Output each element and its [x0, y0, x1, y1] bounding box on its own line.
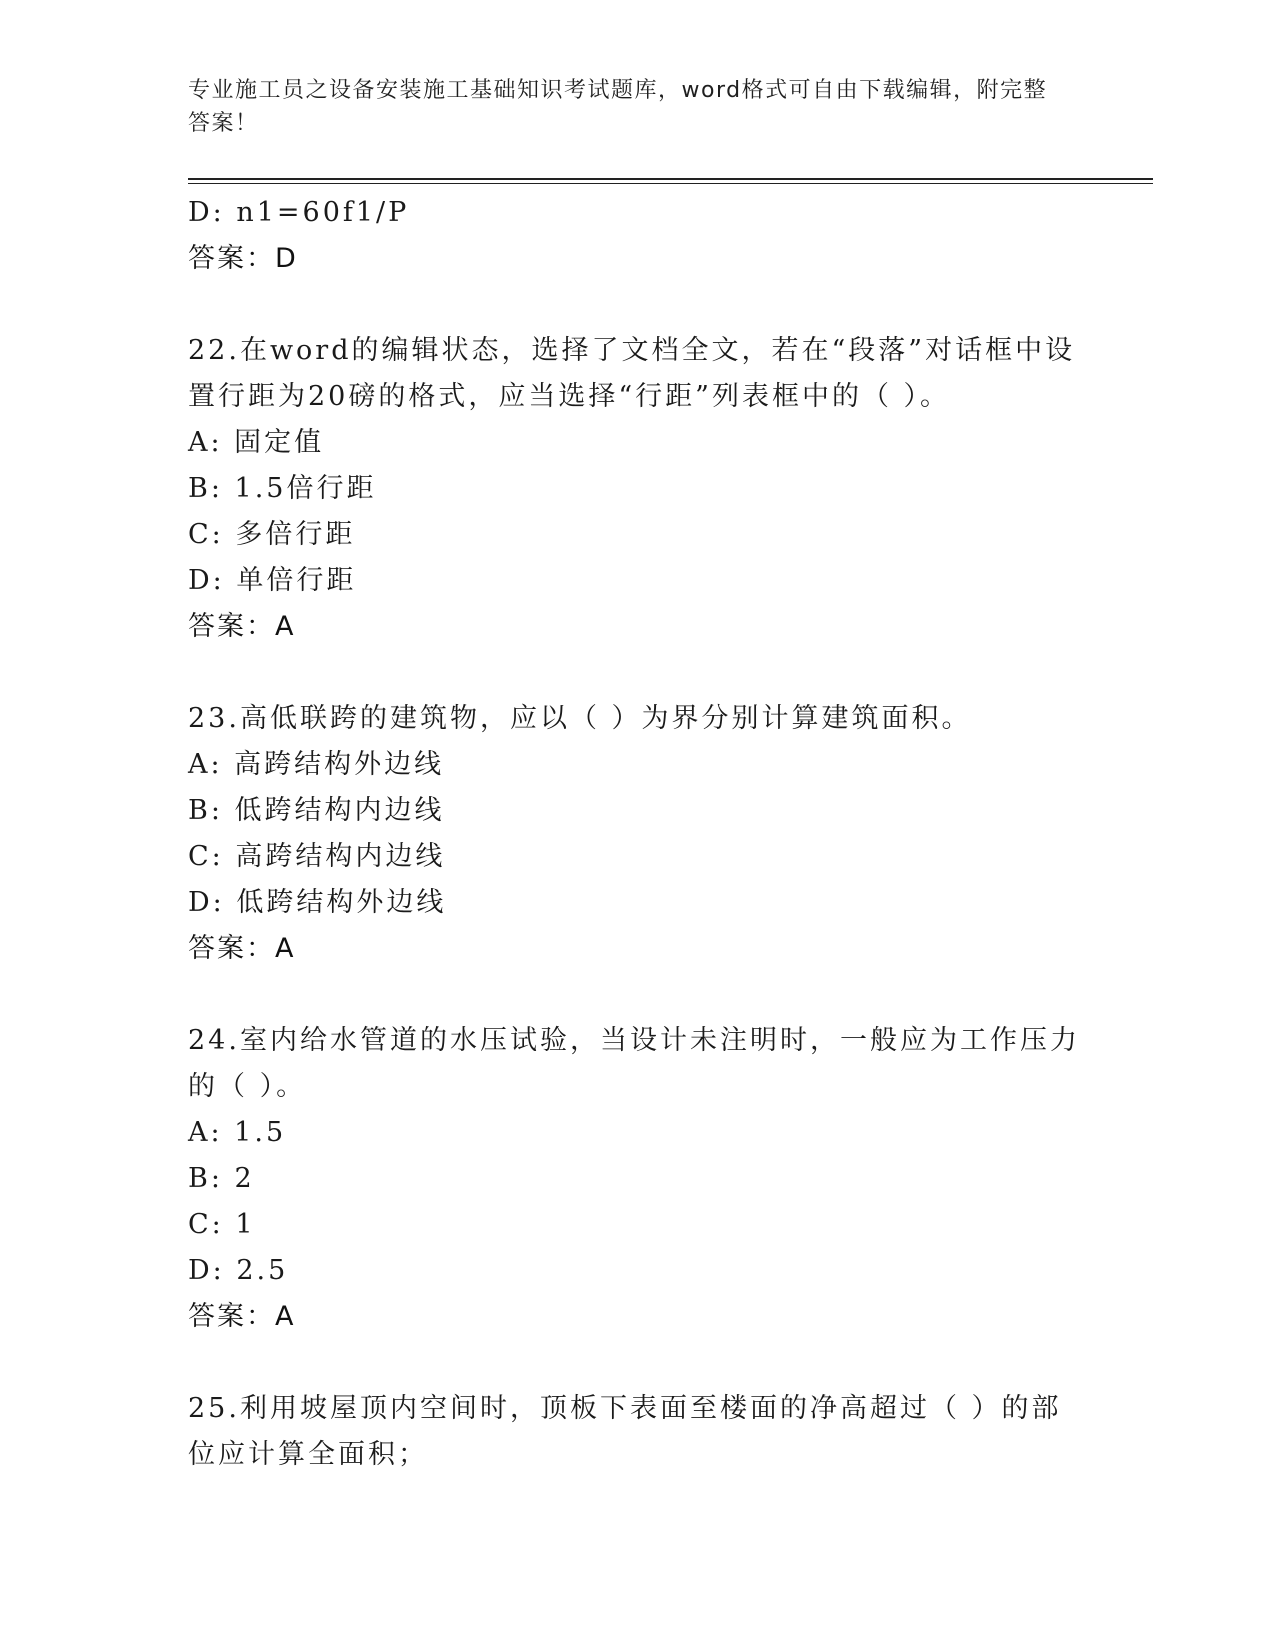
option-d: D: 单倍行距: [188, 565, 357, 596]
question-24: [188, 1018, 1088, 1340]
question-stem: 24.室内给水管道的水压试验，当设计未注明时，一般应为工作压力的（ ）。: [188, 1025, 1080, 1102]
option-b: B: 1.5倍行距: [188, 473, 377, 504]
option-d: D: n1=60f1/P: [188, 197, 410, 228]
option-d: D: 2.5: [188, 1255, 289, 1286]
option-c: C: 高跨结构内边线: [188, 841, 446, 872]
option-c: C: 1: [188, 1209, 256, 1240]
question-stem: 25.利用坡屋顶内空间时，顶板下表面至楼面的净高超过（ ）的部位应计算全面积；: [188, 1393, 1062, 1470]
option-b: B: 2: [188, 1163, 255, 1194]
answer-line: 答案：A: [188, 1301, 296, 1332]
question-23: [188, 696, 1088, 972]
question-22: [188, 328, 1088, 650]
option-a: A: 高跨结构外边线: [188, 749, 445, 780]
option-b: B: 低跨结构内边线: [188, 795, 445, 826]
option-d: D: 低跨结构外边线: [188, 887, 447, 918]
question-25: [188, 1386, 1088, 1478]
option-a: A: 固定值: [188, 427, 325, 458]
answer-line: 答案：D: [188, 243, 298, 274]
header-rule-thin: [188, 183, 1153, 184]
header-rule-thick: [188, 178, 1153, 180]
answer-line: 答案：A: [188, 611, 296, 642]
document-body: [188, 190, 1088, 1478]
question-stem: 22.在word的编辑状态，选择了文档全文，若在“段落”对话框中设置行距为20磅的格式，应当选择“行距”列表框中的（ ）。: [188, 335, 1076, 412]
answer-line: 答案：A: [188, 933, 296, 964]
document-header: 专业施工员之设备安装施工基础知识考试题库，word格式可自由下载编辑，附完整答案！: [188, 78, 1048, 136]
question-stem: 23.高低联跨的建筑物，应以（ ）为界分别计算建筑面积。: [188, 703, 972, 734]
option-a: A: 1.5: [188, 1117, 287, 1148]
option-c: C: 多倍行距: [188, 519, 356, 550]
question-21-tail: [188, 190, 1088, 282]
